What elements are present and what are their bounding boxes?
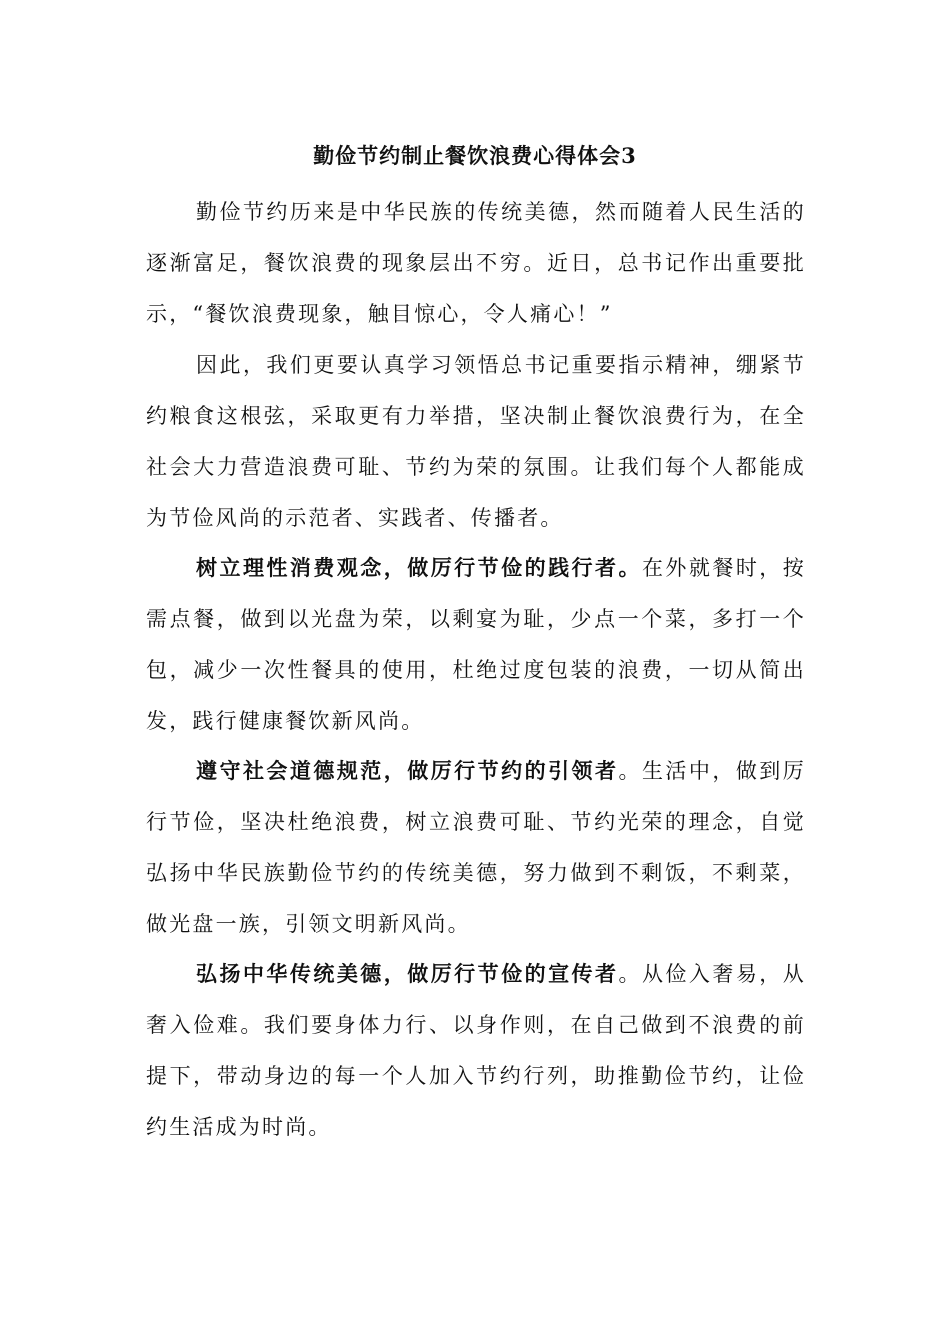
paragraph-text: 勤俭节约历来是中华民族的传统美德，然而随着人民生活的逐渐富足，餐饮浪费的现象层出不穷。近日，总书记作出重要批示，“餐饮浪费现象，触目惊心，令人痛心！”: [146, 200, 806, 326]
paragraph-social-ethics: [146, 745, 806, 950]
paragraph-traditional-virtue: [146, 948, 806, 1153]
paragraph-text: 在外就餐时，按需点餐，做到以光盘为荣，以剩宴为耻，少点一个菜，多打一个包，减少一次性餐具的使用，杜绝过度包装的浪费，一切从简出发，践行健康餐饮新风尚。: [146, 556, 806, 733]
document-title: 勤俭节约制止餐饮浪费心得体会3: [313, 143, 637, 168]
paragraph-rational-consumption: [146, 542, 806, 747]
paragraph-text: 。从俭入奢易，从奢入俭难。我们要身体力行、以身作则，在自己做到不浪费的前提下，带动身边的每一个人加入节约行列，助推勤俭节约，让俭约生活成为时尚。: [146, 962, 806, 1139]
paragraph-intro: [146, 186, 806, 340]
paragraph-lead: 树立理性消费观念，做厉行节俭的践行者。: [196, 555, 642, 580]
paragraph-text: 。生活中，做到厉行节俭，坚决杜绝浪费，树立浪费可耻、节约光荣的理念，自觉弘扬中华民族勤俭节约的传统美德，努力做到不剩饭，不剩菜，做光盘一族，引领文明新风尚。: [146, 759, 806, 936]
paragraph-therefore: [146, 339, 806, 544]
paragraph-text: 因此，我们更要认真学习领悟总书记重要指示精神，绷紧节约粮食这根弦，采取更有力举措，坚决制止餐饮浪费行为，在全社会大力营造浪费可耻、节约为荣的氛围。让我们每个人都能成为节俭风尚的示范者、实践者、传播者。: [146, 353, 806, 530]
paragraph-lead: 遵守社会道德规范，做厉行节约的引领者: [196, 758, 619, 783]
paragraph-lead: 弘扬中华传统美德，做厉行节俭的宣传者: [196, 961, 619, 986]
